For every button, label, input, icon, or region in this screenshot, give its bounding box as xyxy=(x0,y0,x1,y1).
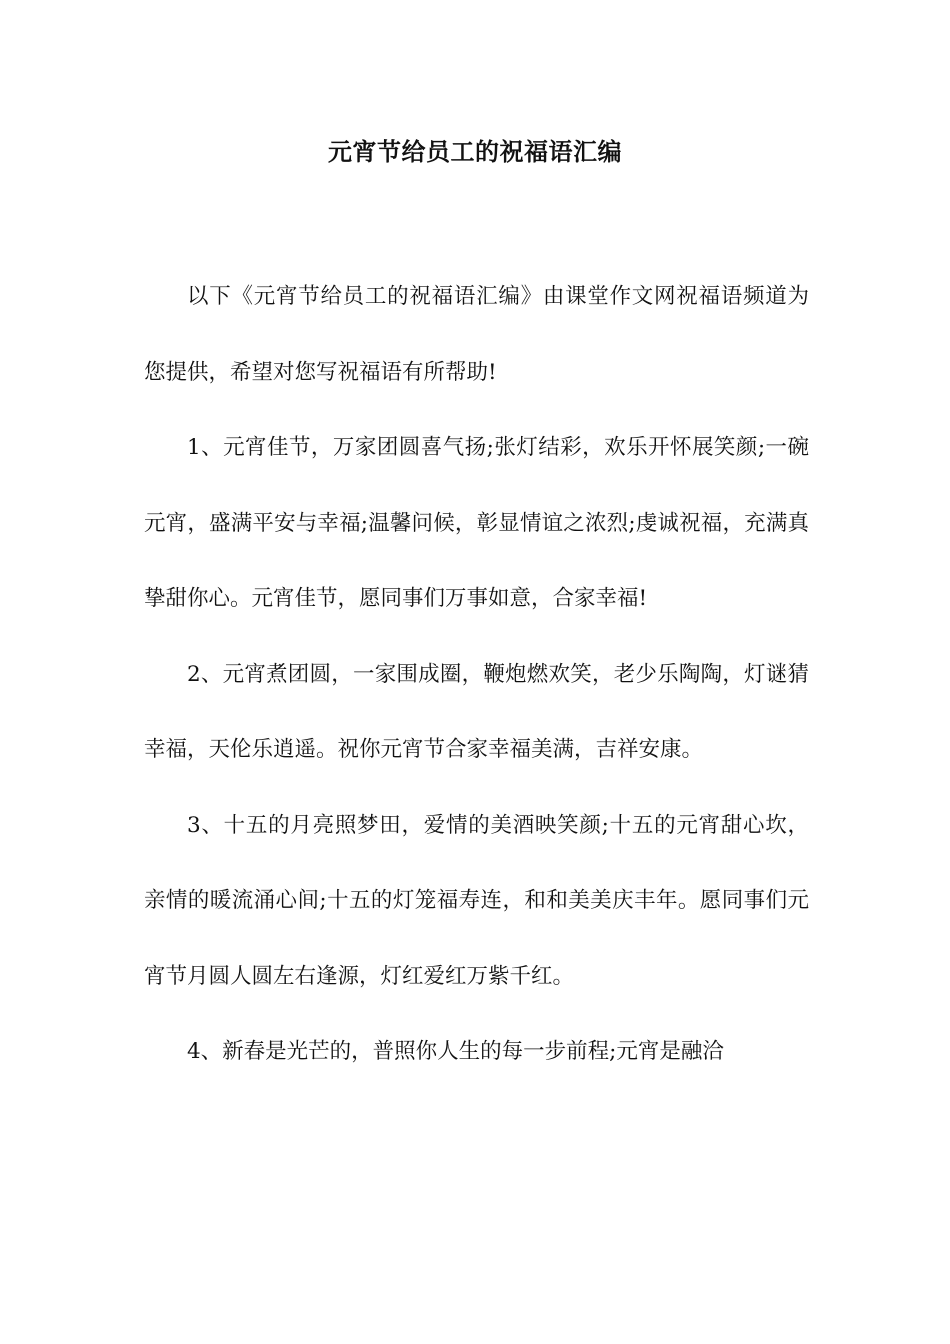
document-body xyxy=(144,259,809,1090)
greeting-paragraph-1: 1、元宵佳节，万家团圆喜气扬;张灯结彩，欢乐开怀展笑颜;一碗元宵，盛满平安与幸福;温馨问候，彰显情谊之浓烈;虔诚祝福，充满真挚甜你心。元宵佳节，愿同事们万事如意，合家幸福! xyxy=(144,435,809,611)
greeting-paragraph-4: 4、新春是光芒的，普照你人生的每一步前程;元宵是融洽 xyxy=(187,1039,724,1064)
greeting-paragraph-2: 2、元宵煮团圆，一家围成圈，鞭炮燃欢笑，老少乐陶陶，灯谜猜幸福，天伦乐逍遥。祝你元宵节合家幸福美满，吉祥安康。 xyxy=(144,661,809,762)
greeting-paragraph-3: 3、十五的月亮照梦田，爱情的美酒映笑颜;十五的元宵甜心坎，亲情的暖流涌心间;十五的灯笼福寿连，和和美美庆丰年。愿同事们元宵节月圆人圆左右逢源，灯红爱红万紫千红。 xyxy=(144,812,809,989)
page-title: 元宵节给员工的祝福语汇编 xyxy=(328,137,622,166)
intro-paragraph: 以下《元宵节给员工的祝福语汇编》由课堂作文网祝福语频道为您提供，希望对您写祝福语有所帮助! xyxy=(144,284,809,385)
